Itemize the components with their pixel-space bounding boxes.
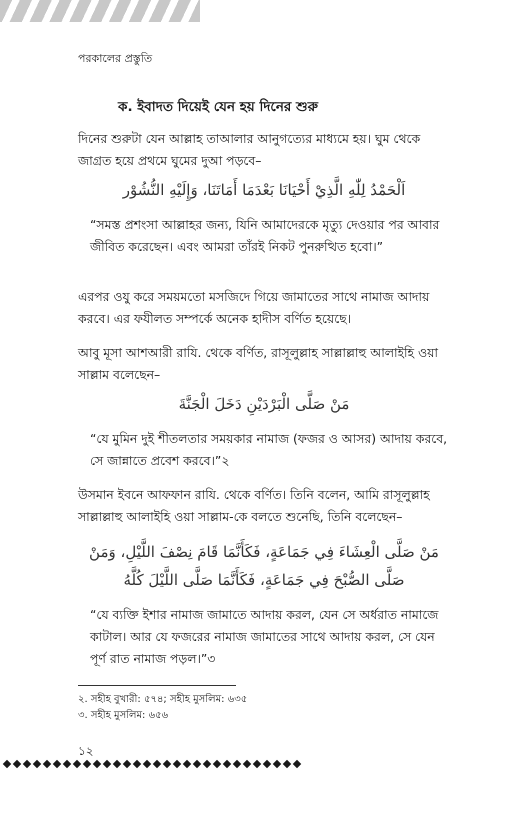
diamond-ornament	[73, 760, 81, 768]
footnote-3: ৩. সহীহ মুসলিম: ৬৫৬	[78, 710, 169, 721]
section-title: ক. ইবাদত দিয়েই যেন হয় দিনের শুরু	[118, 99, 318, 115]
diamond-ornament	[43, 760, 51, 768]
paragraph-hadith-intro-1: আবু মূসা আশআরী রাযি. থেকে বর্ণিত, রাসূলুল্লাহ সাল্লাল্লাহু আলাইহি ওয়া সাল্লাম বলেছেন–	[78, 345, 438, 382]
diamond-ornament	[163, 760, 171, 768]
diamond-ornament	[63, 760, 71, 768]
diamond-ornament	[193, 760, 201, 768]
diamond-ornament	[213, 760, 221, 768]
diamond-ornament	[183, 760, 191, 768]
diamond-ornament	[143, 760, 151, 768]
diamond-ornament	[13, 760, 21, 768]
diamond-ornament	[53, 760, 61, 768]
diamond-ornament	[263, 760, 271, 768]
diamond-ornament	[83, 760, 91, 768]
paragraph-hadith-intro-2: উসমান ইবনে আফফান রাযি. থেকে বর্ণিত। তিনি বলেন, আমি রাসূলুল্লাহ সাল্লাল্লাহু আলাইহি ওয়া সাল্লাম-কে বলতে শুনেছি, তিনি বলেছেন–	[78, 487, 430, 524]
diamond-ornament	[103, 760, 111, 768]
diamond-ornament	[153, 760, 161, 768]
decorative-stripes	[0, 0, 200, 22]
diamond-ornament	[253, 760, 261, 768]
diamond-ornament	[243, 760, 251, 768]
diamond-ornament	[273, 760, 281, 768]
diamond-ornament	[233, 760, 241, 768]
paragraph-wudu-prayer: এরপর ওযু করে সময়মতো মসজিদে গিয়ে জামাতের সাথে নামাজ আদায় করবে। এর ফযীলত সম্পর্কে অনেক হাদীস বর্ণিত হয়েছে।	[78, 289, 430, 326]
arabic-hadith-1: مَنْ صَلَّى الْبَرْدَيْنِ دَخَلَ الْجَنَّةَ	[178, 395, 350, 413]
diamond-ornament	[3, 760, 11, 768]
quote-translation-hadith-2: “যে ব্যক্তি ইশার নামাজ জামাতে আদায় করল, যেন সে অর্ধরাত নামাজে কাটাল। আর যে ফজরের নামাজ জামাতের সাথে আদায় করল, সে যেন পূর্ণ রাত নামাজ পড়ল।”৩	[90, 607, 439, 666]
diamond-ornament	[223, 760, 231, 768]
quote-translation-dua: “সমস্ত প্রশংসা আল্লাহর জন্য, যিনি আমাদেরকে মৃত্যু দেওয়ার পর আবার জীবিত করেছেন। এবং আমরা তাঁরই নিকট পুনরুত্থিত হবো।”	[90, 217, 440, 254]
paragraph-wake-up: দিনের শুরুটা যেন আল্লাহ তাআলার আনুগত্যের মাধ্যমে হয়। ঘুম থেকে জাগ্রত হয়ে প্রথমে ঘুমের দুআ পড়বে–	[78, 131, 421, 168]
diamond-ornament	[203, 760, 211, 768]
diamond-ornament	[23, 760, 31, 768]
quote-translation-hadith-1: “যে মুমিন দুই শীতলতার সময়কার নামাজ (ফজর ও আসর) আদায় করবে, সে জান্নাতে প্রবেশ করবে।”২	[90, 431, 448, 468]
page-number: ১২	[78, 744, 94, 758]
diamond-ornament	[133, 760, 141, 768]
decorative-diamond-row	[0, 758, 264, 770]
diamond-ornament	[173, 760, 181, 768]
diamond-ornament	[293, 760, 301, 768]
arabic-dua-waking: اَلْحَمْدُ لِلّٰهِ الَّذِيْ أَحْيَانَا بَعْدَمَا أَمَاتَنَا، وَإِلَيْهِ النُّشُوْر	[122, 181, 406, 199]
footnote-divider	[78, 685, 236, 686]
diamond-ornament	[93, 760, 101, 768]
diamond-ornament	[33, 760, 41, 768]
diamond-ornament	[283, 760, 291, 768]
footnote-2: ২. সহীহ বুখারী: ৫৭৪; সহীহ মুসলিম: ৬৩৫	[78, 694, 248, 705]
diamond-ornament	[113, 760, 121, 768]
running-head: পরকালের প্রস্তুতি	[78, 52, 153, 65]
diamond-ornament	[123, 760, 131, 768]
arabic-hadith-2: مَنْ صَلَّى الْعِشَاءَ فِي جَمَاعَةٍ، فَكَأَنَّمَا قَامَ نِصْفَ اللَّيْلِ، وَمَنْ صَلَّى الصُّبْحَ فِي جَمَاعَةٍ، فَكَأَنَّمَا صَلَّى اللَّيْلَ كُلَّهُ	[89, 543, 439, 589]
